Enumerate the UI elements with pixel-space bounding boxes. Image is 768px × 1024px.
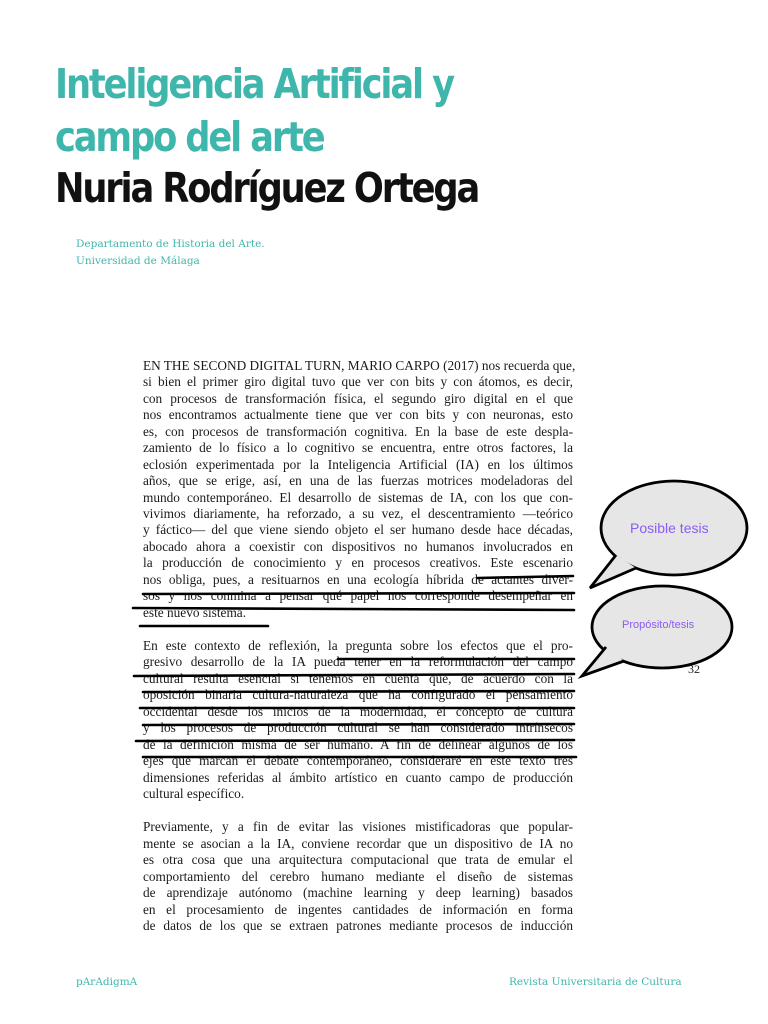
text-line: ejes que marcan el debate contemporáneo, consideraré en este texto tres xyxy=(143,753,573,769)
text-line: occidental desde los inicios de la modernidad, el concepto de cultura xyxy=(143,703,573,719)
text-line: oposición binaria cultura-naturaleza que ha configurado el pensamiento xyxy=(143,687,573,703)
text-line: sos y nos conmina a pensar qué papel nos corresponde desempeñar en xyxy=(143,588,573,604)
text-line: Previamente, y a fin de evitar las visiones mistificadoras que popular- xyxy=(143,819,573,835)
text-line: gresivo desarrollo de la IA pueda tener en la reformulación del campo xyxy=(143,654,573,670)
text-line: años, que se erige, así, en una de las fuerzas motrices modeladoras del xyxy=(143,473,573,489)
text-line: En este contexto de reflexión, la pregunta sobre los efectos que el pro- xyxy=(143,638,573,653)
text-line: cultural resulta esencial si tenemos en cuenta que, de acuerdo con la xyxy=(143,670,573,686)
speech-bubble-2 xyxy=(582,586,732,676)
text-line: de datos de los que se extraen patrones mediante procesos de inducción xyxy=(143,918,573,933)
text-line: y los procesos de producción cultural se han considerado intrínsecos xyxy=(143,720,573,736)
text-line: zamiento de lo físico a lo cognitivo se encuentra, entre otros factores, la xyxy=(143,440,573,456)
text-line: nos obliga, pues, a resituarnos en una ecología híbrida de actantes diver- xyxy=(143,571,573,587)
text-line: de la definición misma de ser humano. A fin de delinear algunos de los xyxy=(143,736,573,752)
affiliation-department: Departamento de Historia del Arte. xyxy=(76,238,265,250)
text-line: con procesos de transformación física, el segundo giro digital en el que xyxy=(143,390,573,406)
text-line: de aprendizaje autónomo (machine learning y deep learning) basados xyxy=(143,885,573,901)
annotation-bubble-label-1: Posible tesis xyxy=(630,520,709,536)
footer-journal-name: pArAdigmA xyxy=(76,976,138,988)
text-line: dimensiones referidas al ámbito artístico en cuanto campo de producción xyxy=(143,769,573,785)
text-line: mundo contemporáneo. El desarrollo de sistemas de IA, con los que con- xyxy=(143,489,573,505)
annotation-bubble-label-2: Propósito/tesis xyxy=(622,619,695,631)
text-line: este nuevo sistema. xyxy=(143,604,247,620)
text-line: la producción de conocimiento y en procesos creativos. Este escenario xyxy=(143,555,573,571)
text-line: EN THE SECOND DIGITAL TURN, MARIO CARPO (2017) nos recuerda que, xyxy=(143,358,576,373)
text-line: es, con procesos de transformación cognitiva. En la base de este despla- xyxy=(143,423,573,439)
text-line: vivimos diariamente, ha reforzado, a su vez, el descentramiento —teórico xyxy=(143,505,573,521)
article-title-line-1: Inteligencia Artificial y xyxy=(55,60,453,108)
underline xyxy=(133,608,574,610)
footer-journal-subtitle: Revista Universitaria de Cultura xyxy=(509,976,682,988)
underline xyxy=(136,740,574,741)
text-line: abocado ahora a coexistir con dispositivos no humanos involucrados en xyxy=(143,538,573,554)
underline xyxy=(143,593,574,594)
page-number: 32 xyxy=(688,662,700,676)
text-line: y fáctico— del que viene siendo objeto el ser humano desde hace décadas, xyxy=(143,522,573,538)
affiliation-university: Universidad de Málaga xyxy=(76,255,200,267)
author-name: Nuria Rodríguez Ortega xyxy=(55,164,479,212)
underline xyxy=(478,576,573,578)
text-line: en el procesamiento de ingentes cantidades de información en forma xyxy=(143,901,573,917)
underline xyxy=(143,724,574,725)
text-line: comportamiento del cerebro humano mediante el diseño de sistemas xyxy=(143,868,573,884)
text-line: es otra cosa que una arquitectura computacional que trata de emular el xyxy=(143,852,573,868)
text-line: si bien el primer giro digital tuvo que ver con bits y con átomos, es decir, xyxy=(143,374,573,390)
text-line: cultural específico. xyxy=(143,785,245,801)
underline xyxy=(143,691,574,692)
highlight-underlines xyxy=(133,576,576,757)
underline xyxy=(134,674,574,676)
text-line: mente se asocian a la IA, conviene recordar que un dispositivo de IA no xyxy=(143,835,573,851)
text-line: nos encontramos actualmente tiene que ver con bits y con neuronas, esto xyxy=(143,407,573,423)
article-title-line-2: campo del arte xyxy=(55,113,324,161)
text-line: eclosión experimentada por la Inteligencia Artificial (IA) en los últimos xyxy=(143,456,573,472)
